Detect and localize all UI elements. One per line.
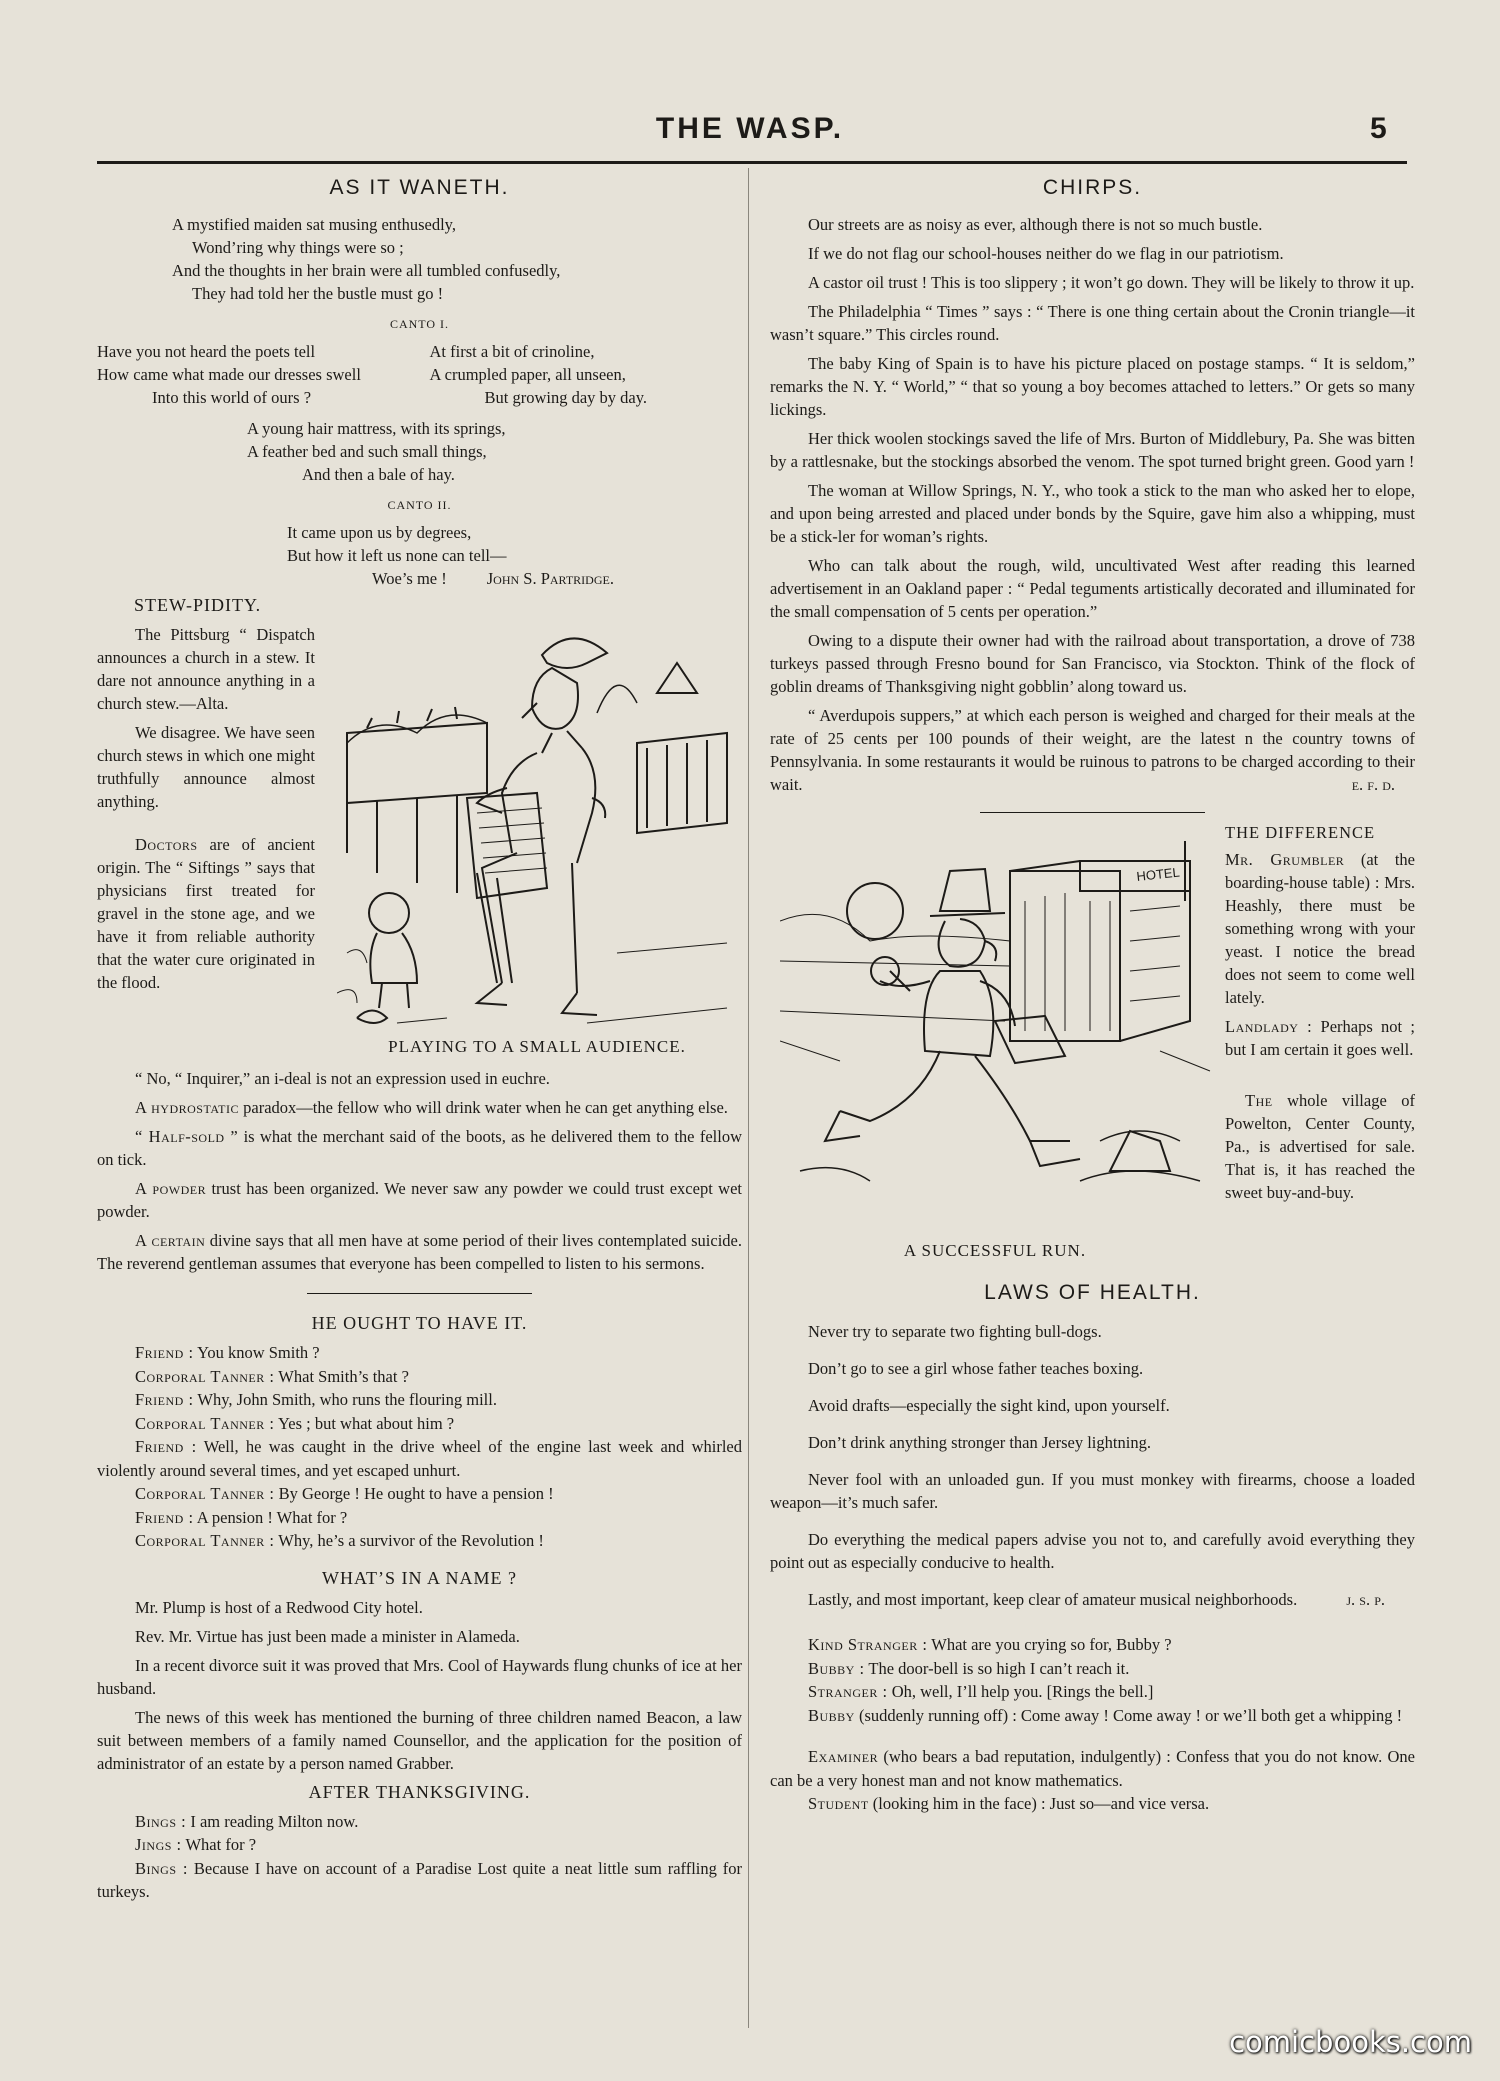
short-paragraphs [97,1067,742,1275]
stew-paragraph: We disagree. We have seen church stews in which one might truthfully announce almost anything. [97,723,315,811]
chirp-paragraph: Our streets are as noisy as ever, although there is not so much bustle. [808,215,1263,234]
paragraph-text: “ No, “ Inquirer,” an i-deal is not an expression used in euchre. [135,1069,550,1088]
stew-text [97,623,315,994]
speaker: Friend : [135,1437,197,1456]
speech: What Smith’s that ? [278,1366,409,1386]
speaker: Student [808,1794,869,1813]
health-paragraph: Don’t go to see a girl whose father teaches boxing. [808,1359,1144,1378]
verse-line: But growing day by day. [484,388,648,407]
speaker: Bings : [135,1858,188,1878]
speech: Yes ; but what about him ? [277,1413,455,1433]
speaker: Friend : [135,1390,194,1409]
speech: What are you crying so for, Bubby ? [931,1635,1172,1654]
lead-word: The [1245,1091,1273,1110]
name-paragraph: Rev. Mr. Virtue has just been made a minister in Alameda. [135,1626,520,1646]
stew-caption: PLAYING TO A SMALL AUDIENCE. [388,1037,686,1056]
lead-word: A certain [135,1231,206,1250]
speech: Perhaps not ; but I am certain it goes well. [1225,1017,1415,1059]
masthead-title: THE WASP. [655,112,845,145]
speech: Oh, well, I’ll help you. [Rings the bell.] [891,1682,1154,1701]
section-rule [307,1293,532,1294]
canto-one-verses [97,340,742,409]
canto-one-right [430,340,743,409]
health-paragraph: Never try to separate two fighting bull-dogs. [808,1322,1102,1341]
speech: Why, he’s a survivor of the Revolution ! [278,1531,544,1550]
stew-paragraph: are of ancient origin. The “ Siftings ” says that physicians first treated for gravel in the stone age, and we have it from reliable authority that the water cure originated in the flood. [97,835,315,992]
stew-title: STEW-PIDITY. [134,595,262,615]
speech: You know Smith ? [197,1343,320,1362]
verse-line: A crumpled paper, all unseen, [429,365,626,384]
chirp-paragraph: The Philadelphia “ Times ” says : “ There is one thing certain about the Cronin triangle—it wasn’t square.” This circles round. [770,302,1415,344]
speech: I am reading Milton now. [190,1811,359,1831]
name-title: WHAT’S IN A NAME ? [322,1567,517,1588]
speaker: Bubby [808,1705,855,1725]
verse-line: And then a bale of hay. [302,465,455,484]
speaker: Friend : [135,1507,194,1527]
canto-label: CANTO II. [387,498,452,512]
poem-intro [172,213,742,305]
canto-one-stanza-b [247,417,742,486]
chirp-paragraph: “ Averdupois suppers,” at which each person is weighed and charged for their meals at the rate of 25 cents per 100 pounds of their weight, are the latest n the country towns of Pennsylvania. In some restaurants it would be ruinous to patrons to be charged according to their wait. [770,706,1415,794]
speech: Because I have on account of a Paradise Lost quite a neat little sum raffling for turkeys. [97,1858,743,1901]
poem-author: John S. Partridge. [486,569,614,588]
health-signature: j. s. p. [1346,1590,1385,1609]
poem-closing: Woe’s me ! [372,569,447,588]
difference-block [770,821,1415,1281]
lead-word: A hydrostatic [135,1098,240,1117]
bubby-dialog [770,1633,1415,1727]
chirp-paragraph: Her thick woolen stockings saved the life of Mrs. Burton of Middlebury, Pa. She was bitten by a rattlesnake, but the stockings absorbed the venom. The spot turned bright green. Good yarn ! [770,429,1415,471]
verse-line: A feather bed and such small things, [247,442,487,461]
paragraph-text: paradox—the fellow who will drink water when he can get anything else. [239,1098,728,1117]
speech: whole village of Powelton, Center County, Pa., is advertised for sale. That is, it has reached the sweet buy-and-buy. [1225,1091,1415,1202]
masthead-rule [97,161,1407,164]
chirps-title: CHIRPS. [1042,176,1143,199]
lead-word: Doctors [135,835,198,854]
verse-line: It came upon us by degrees, [287,523,472,542]
stew-block [97,623,742,1063]
paragraph-text: is what the merchant said of the boots, as he delivered them to the fellow on tick. [97,1127,742,1169]
speech: Why, John Smith, who runs the flouring mill. [197,1390,497,1409]
chirp-paragraph: The baby King of Spain is to have his picture placed on postage stamps. “ It is seldom,” remarks the N. Y. “ World,” “ that so young a boy becomes attached to letters.” Or gets so many lickings. [770,354,1415,419]
speech: A pension ! What for ? [196,1507,348,1527]
verse-line: And the thoughts in her brain were all tumbled confusedly, [172,261,561,280]
verse-line: But how it left us none can tell— [287,546,507,565]
examiner-dialog [770,1745,1415,1816]
chirps-signature: e. f. d. [1351,775,1395,794]
difference-text [1225,821,1415,1210]
section-rule [980,812,1205,813]
chirp-paragraph: Who can talk about the rough, wild, uncultivated West after reading this learned advertisement in an Oakland paper : “ Pedal teguments artistically decorated and illuminated for the small compensation of 5 cents per operation.” [770,556,1415,621]
speech: (who bears a bad reputation, indulgently) : Confess that you do not know. One can be a very honest man and not know mathematics. [770,1747,1415,1790]
health-paragraph: Never fool with an unloaded gun. If you must monkey with firearms, choose a loaded weapon—it’s much safer. [770,1470,1415,1512]
verse-line: Into this world of ours ? [152,388,312,407]
speech: (suddenly running off) : Come away ! Come away ! or we’ll both get a whipping ! [858,1705,1403,1725]
audience-illustration [337,623,737,1043]
chirp-paragraph: If we do not flag our school-houses neither do we flag in our patriotism. [808,244,1284,263]
speaker: Jings : [135,1835,182,1854]
speaker: Examiner [808,1747,879,1766]
column-divider [748,168,749,2028]
speaker: Stranger : [808,1682,888,1701]
speech: (at the boarding-house table) : Mrs. Heashly, there must be something wrong with your yeast. I notice the bread does not seem to come well lately. [1225,850,1415,1007]
difference-title: THE DIFFERENCE [1225,823,1376,842]
lead-word: “ Half-sold ” [135,1127,239,1146]
name-paragraph: Mr. Plump is host of a Redwood City hotel. [135,1597,423,1617]
canto-one-left [97,340,410,409]
health-paragraph: Avoid drafts—especially the sight kind, upon yourself. [808,1396,1170,1415]
right-column [770,176,1415,1816]
speech: What for ? [185,1835,257,1854]
chirp-paragraph: A castor oil trust ! This is too slippery ; it won’t go down. They will be likely to throw it up. [808,273,1415,292]
difference-caption: A SUCCESSFUL RUN. [903,1241,1087,1260]
stew-paragraph: The Pittsburg “ Dispatch announces a church in a stew. It dare not announce anything in a church stew.—Alta. [97,625,315,713]
verse-line: How came what made our dresses swell [97,365,361,384]
watermark: comicbooks.com [1229,2025,1472,2059]
thanks-dialog [97,1810,742,1904]
speaker: Mr. Grumbler [1225,850,1345,869]
running-man-illustration [780,841,1220,1241]
health-paragraph: Lastly, and most important, keep clear of amateur musical neighborhoods. [808,1590,1298,1609]
lead-word: A powder [135,1179,207,1198]
name-paragraph: The news of this week has mentioned the burning of three children named Beacon, a law suit between members of a family named Counsellor, and the application for the position of administrator of an estate by a person named Grabber. [97,1707,742,1773]
hotel-sign: HOTEL [1135,864,1181,884]
chirp-paragraph: The woman at Willow Springs, N. Y., who took a stick to the man who asked her to elope, and upon being arrested and placed under bonds by the Squire, gave him also a whipping, must be a stick-ler for woman’s rights. [770,481,1415,546]
verse-line: Wond’ring why things were so ; [192,238,404,257]
ought-dialog [97,1341,742,1553]
poem-title: AS IT WANETH. [329,176,510,199]
verse-line: At first a bit of crinoline, [429,342,595,361]
canto-two [287,521,742,590]
paragraph-text: trust has been organized. We never saw any powder we could trust except wet powder. [97,1179,742,1221]
speech: The door-bell is so high I can’t reach it. [868,1658,1130,1678]
speaker: Corporal Tanner : [135,1484,275,1503]
left-column [97,176,742,1904]
speaker: Landlady : [1225,1017,1313,1036]
speaker: Bubby : [808,1658,865,1678]
canto-label: CANTO I. [389,317,450,331]
name-paragraph: In a recent divorce suit it was proved that Mrs. Cool of Haywards flung chunks of ice at her husband. [97,1655,742,1698]
speech: (looking him in the face) : Just so—and vice versa. [872,1794,1210,1813]
health-paragraph: Don’t drink anything stronger than Jersey lightning. [808,1433,1151,1452]
speaker: Friend : [135,1343,194,1362]
health-paragraph: Do everything the medical papers advise you not to, and carefully avoid everything they point out as especially conducive to health. [770,1530,1415,1572]
thanks-title: AFTER THANKSGIVING. [308,1781,531,1802]
speaker: Corporal Tanner : [135,1413,275,1433]
speaker: Corporal Tanner : [135,1531,275,1550]
speaker: Bings : [135,1811,187,1831]
health-title: LAWS OF HEALTH. [984,1281,1201,1304]
verse-line: They had told her the bustle must go ! [192,284,444,303]
speaker: Corporal Tanner : [135,1366,275,1386]
speaker: Kind Stranger : [808,1635,928,1654]
speech: By George ! He ought to have a pension ! [278,1484,554,1503]
ought-title: HE OUGHT TO HAVE IT. [311,1313,528,1333]
verse-line: A young hair mattress, with its springs, [247,419,506,438]
speech: Well, he was caught in the drive wheel of the engine last week and whirled violently around several times, and yet escaped unhurt. [97,1437,742,1480]
verse-line: Have you not heard the poets tell [97,342,316,361]
page-number: 5 [1370,112,1387,145]
paragraph-text: divine says that all men have at some period of their lives contemplated suicide. The reverend gentleman assumes that everyone has been compelled to listen to his sermons. [97,1231,742,1273]
chirp-paragraph: Owing to a dispute their owner had with the railroad about transportation, a drove of 738 turkeys passed through Fresno bound for San Francisco, via Stockton. Think of the flock of goblin dreams of Thanksgiving night gobblin’ along toward us. [770,631,1415,696]
verse-line: A mystified maiden sat musing enthusedly, [172,215,456,234]
